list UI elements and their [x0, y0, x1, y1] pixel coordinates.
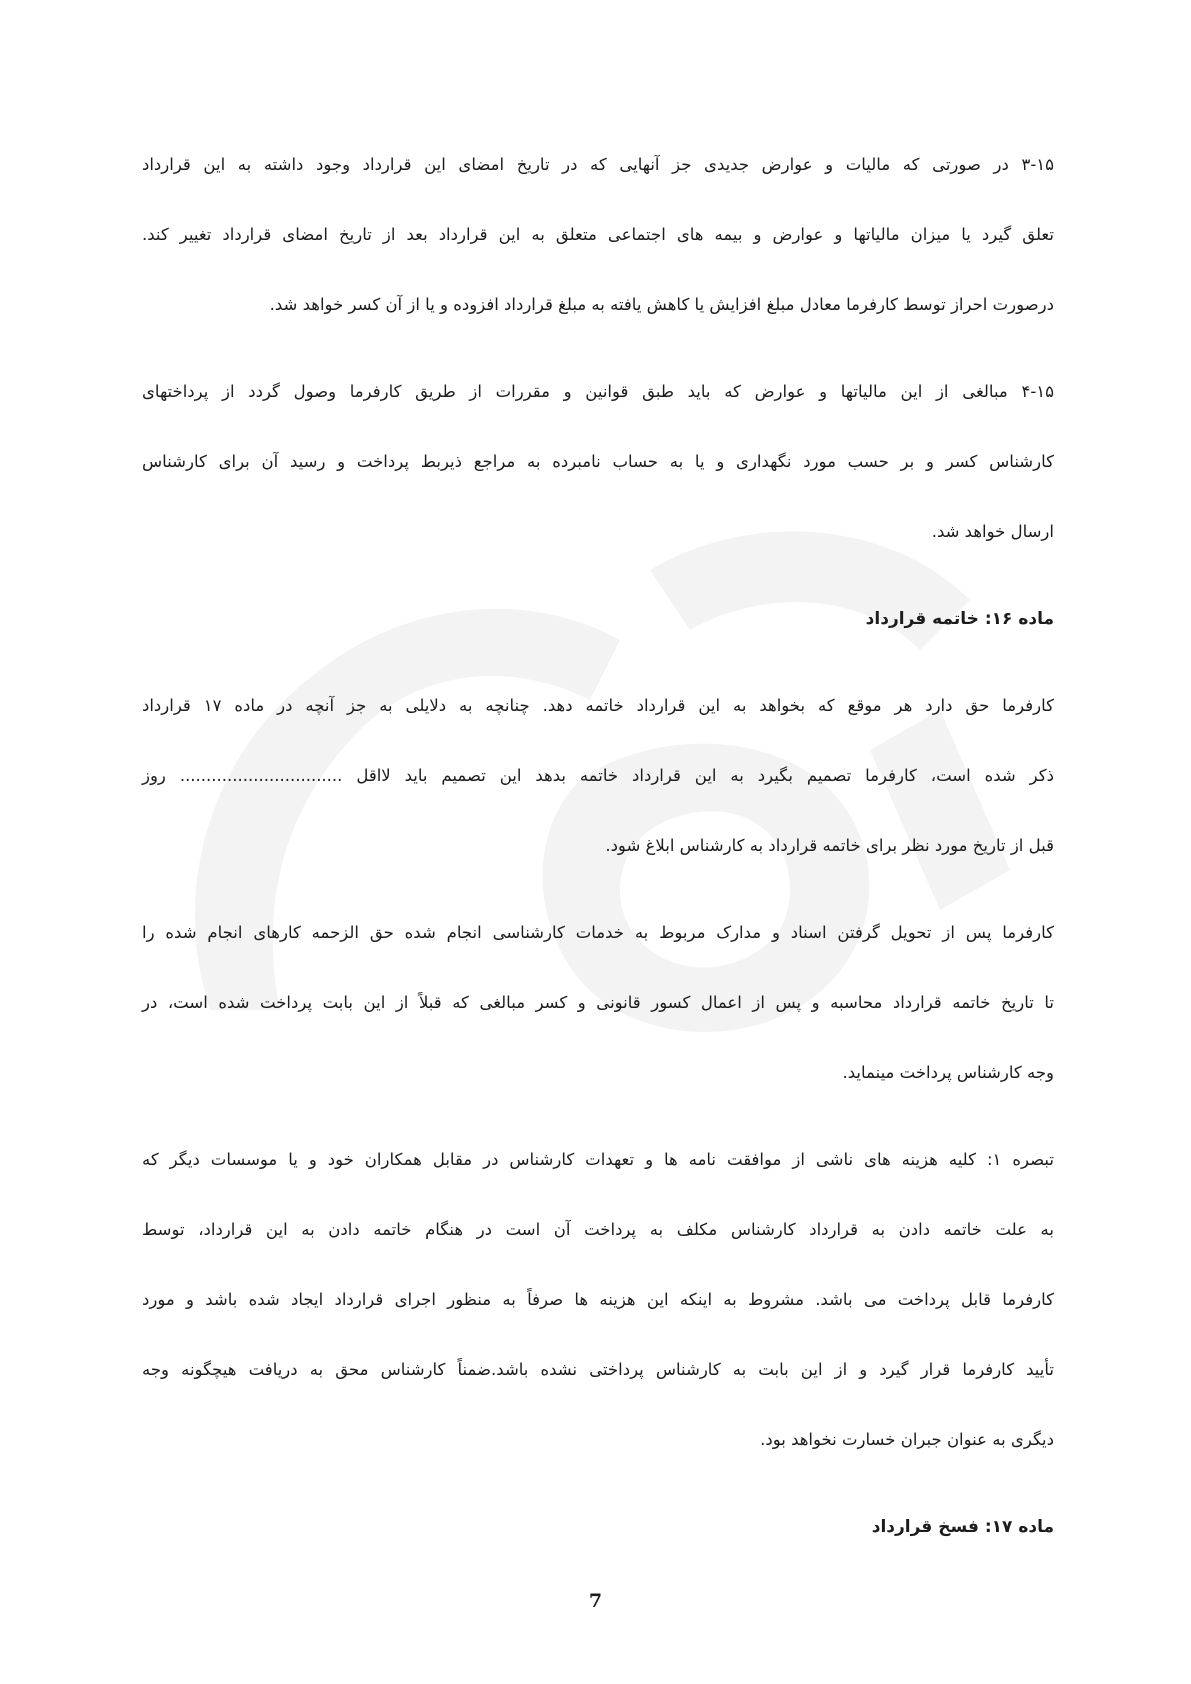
text-line: ۳-۱۵ در صورتی که مالیات و عوارض جدیدی جز آنهایی که در تاریخ امضای این قرارداد وجود داشته به این قرارداد	[142, 155, 1054, 174]
text-line: کارشناس کسر و بر حسب مورد نگهداری و یا به حساب نامبرده به مراجع ذیربط پرداخت و رسید آن برای کارشناس	[142, 452, 1054, 471]
text-line: تا تاریخ خاتمه قرارداد محاسبه و پس از اعمال کسور قانونی و کسر مبالغی که قبلاً از این بابت پرداخت شده است، در	[142, 993, 1054, 1012]
termination-right-paragraph	[142, 671, 1054, 881]
text-line: قبل از تاریخ مورد نظر برای خاتمه قرارداد به کارشناس ابلاغ شود.	[605, 836, 1054, 855]
text-line: کارفرما قابل پرداخت می باشد. مشروط به اینکه این هزینه ها صرفاً به منظور اجرای قرارداد ایجاد شده باشد و مورد	[142, 1290, 1054, 1309]
clause-15-4	[142, 357, 1054, 567]
text-line: تأیید کارفرما قرار گیرد و از این بابت به کارشناس پرداختی نشده باشد.ضمناً کارشناس محق به دریافت هیچگونه وجه	[142, 1360, 1054, 1379]
note-1-paragraph	[142, 1125, 1054, 1475]
clause-15-3	[142, 130, 1054, 340]
article-17-heading: ماده ۱۷: فسخ قرارداد	[871, 1517, 1054, 1537]
text-line: تعلق گیرد یا میزان مالیاتها و عوارض و بیمه های اجتماعی متعلق به این قرارداد بعد از تاریخ امضای قرارداد تغییر کند.	[142, 225, 1054, 244]
text-line: درصورت احراز توسط کارفرما معادل مبلغ افزایش یا کاهش یافته به مبلغ قرارداد افزوده و یا از آن کسر خواهد شد.	[269, 295, 1054, 314]
article-16-heading: ماده ۱۶: خاتمه قرارداد	[865, 609, 1054, 629]
text-line: به علت خاتمه دادن به قرارداد کارشناس مکلف به پرداخت آن است در هنگام خاتمه دادن به این قرارداد، توسط	[142, 1220, 1054, 1239]
text-line: ۴-۱۵ مبالغی از این مالیاتها و عوارض که باید طبق قوانین و مقررات از طریق کارفرما وصول گردد از پرداختهای	[142, 382, 1054, 401]
text-line: ارسال خواهد شد.	[931, 522, 1054, 541]
text-line: ذکر شده است، کارفرما تصمیم بگیرد به این قرارداد خاتمه بدهد این تصمیم باید لااقل ............................... روز	[142, 766, 1054, 785]
text-line: دیگری به عنوان جبران خسارت نخواهد بود.	[760, 1430, 1054, 1449]
document-body	[142, 130, 1054, 1579]
text-line: وجه کارشناس پرداخت مینماید.	[842, 1063, 1054, 1082]
text-line: کارفرما پس از تحویل گرفتن اسناد و مدارک مربوط به خدمات کارشناسی انجام شده حق الزحمه کارهای انجام شده را	[142, 923, 1054, 942]
page-number: 7	[588, 1590, 603, 1612]
text-line: کارفرما حق دارد هر موقع که بخواهد به این قرارداد خاتمه دهد. چنانچه به دلایلی به جز آنچه در ماده ۱۷ قرارداد	[142, 696, 1054, 715]
termination-payment-paragraph	[142, 898, 1054, 1108]
text-line: تبصره ۱: کلیه هزینه های ناشی از موافقت نامه ها و تعهدات کارشناس در مقابل همکاران خود و یا موسسات دیگر که	[142, 1150, 1054, 1169]
